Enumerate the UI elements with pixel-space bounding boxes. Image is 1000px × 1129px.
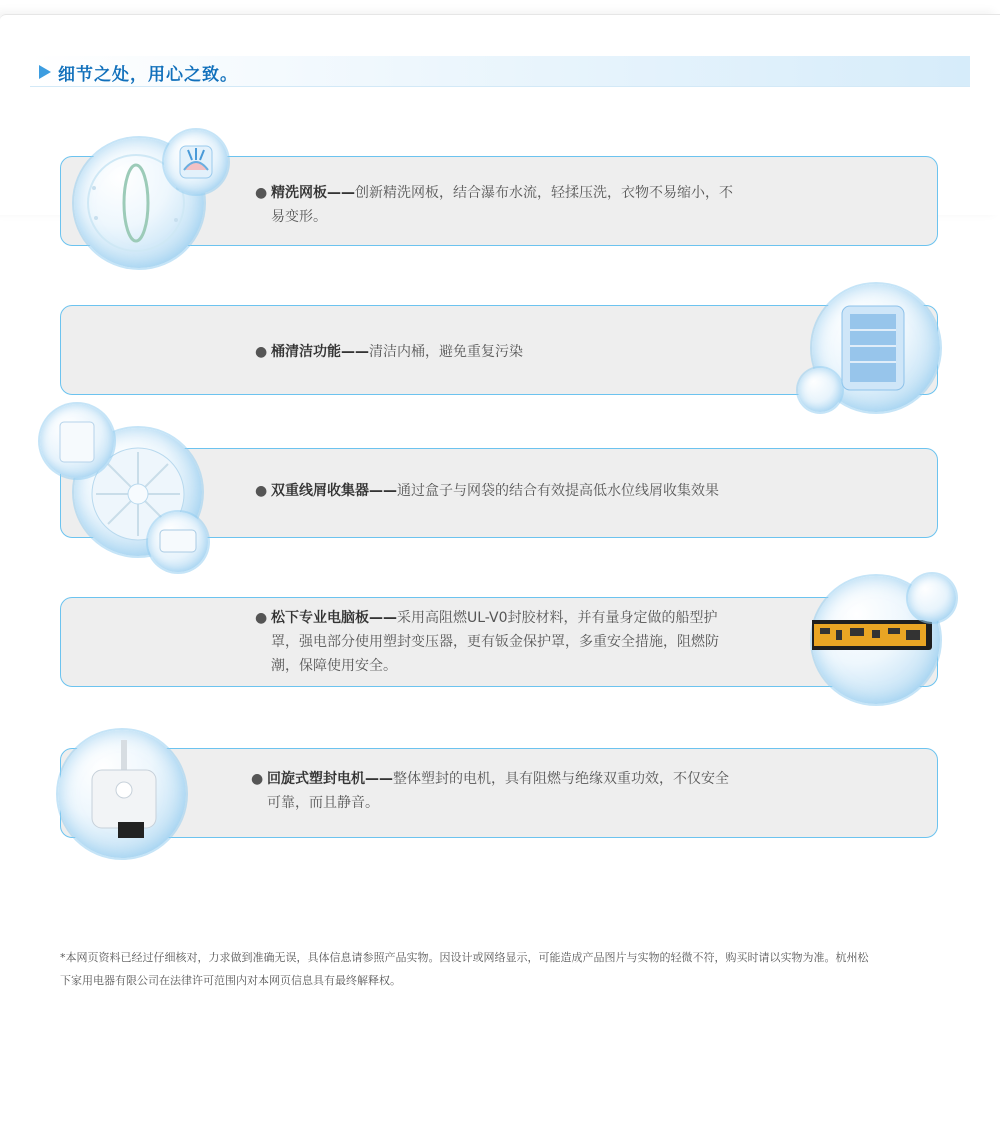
motor-image xyxy=(58,730,186,858)
feature-text xyxy=(251,767,787,815)
feature-name: 桶清洁功能—— xyxy=(271,344,369,360)
triangle-arrow-icon xyxy=(39,65,51,79)
decorative-bubble xyxy=(908,574,956,622)
feature-desc-line: 潮，保障使用安全。 xyxy=(271,658,397,674)
feature-desc-line: 罩，强电部分使用塑封变压器，更有钣金保护罩，多重安全措施，阻燃防 xyxy=(271,634,719,650)
bullet-icon: ● xyxy=(255,483,268,499)
lint-box-image xyxy=(148,512,208,572)
bullet-icon: ● xyxy=(255,610,268,626)
feature-desc-line: 清洁内桶，避免重复污染 xyxy=(369,344,523,360)
feature-text xyxy=(255,340,791,364)
feature-desc-line: 通过盒子与网袋的结合有效提高低水位线屑收集效果 xyxy=(397,483,719,499)
feature-text xyxy=(255,181,791,229)
feature-name: 双重线屑收集器—— xyxy=(271,483,397,499)
section-title: 细节之处，用心之致。 xyxy=(58,65,238,85)
feature-name: 回旋式塑封电机—— xyxy=(267,771,393,787)
lint-net-image xyxy=(40,404,114,478)
section-header xyxy=(30,56,970,87)
feature-card-motor xyxy=(60,748,938,838)
water-splash-icon xyxy=(164,130,228,194)
feature-text xyxy=(255,479,831,503)
lint-box-icon xyxy=(148,512,208,572)
feature-desc-line: 整体塑封的电机，具有阻燃与绝缘双重功效，不仅安全 xyxy=(393,771,729,787)
feature-name: 精洗网板—— xyxy=(271,185,355,201)
footnote-line: 下家用电器有限公司在法律许可范围内对本网页信息具有最终解释权。 xyxy=(60,974,401,987)
water-flow-image xyxy=(164,130,228,194)
bullet-icon: ● xyxy=(255,344,268,360)
feature-desc-line: 易变形。 xyxy=(271,209,327,225)
disclaimer-footnote xyxy=(60,946,945,992)
bullet-icon: ● xyxy=(255,185,268,201)
bullet-icon: ● xyxy=(251,771,264,787)
feature-desc-line: 可靠，而且静音。 xyxy=(267,795,379,811)
motor-icon xyxy=(58,730,186,858)
feature-desc-line: 采用高阻燃UL-V0封胶材料，并有量身定做的船型护 xyxy=(397,610,718,626)
feature-name: 松下专业电脑板—— xyxy=(271,610,397,626)
feature-card-control-board xyxy=(60,597,938,687)
lint-net-icon xyxy=(40,404,114,478)
feature-desc-line: 创新精洗网板，结合瀑布水流，轻揉压洗，衣物不易缩小，不 xyxy=(355,185,733,201)
decorative-bubble xyxy=(798,368,842,412)
footnote-line: *本网页资料已经过仔细核对，力求做到准确无误，具体信息请参照产品实物。因设计或网络显示，可能造成产品图片与实物的轻微不符，购买时请以实物为准。杭州松 xyxy=(60,951,869,964)
feature-text xyxy=(255,606,781,678)
